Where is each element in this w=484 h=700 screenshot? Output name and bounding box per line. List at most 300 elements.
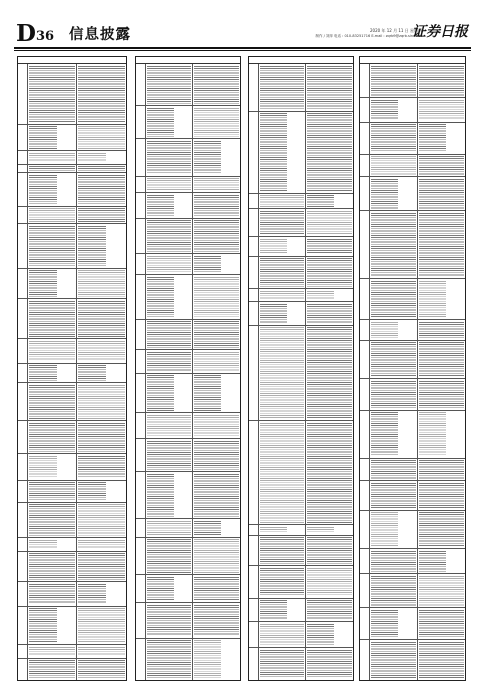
cell-answer — [418, 608, 466, 639]
cell-question — [146, 374, 193, 413]
cell-answer — [193, 106, 240, 138]
row-number — [18, 607, 28, 645]
row-number — [360, 279, 370, 319]
page-number: 36 — [36, 29, 55, 44]
cell-answer — [418, 549, 466, 573]
cell-question — [370, 320, 418, 339]
row-number — [249, 194, 259, 208]
cell-answer — [77, 299, 126, 338]
cell-question — [28, 269, 77, 299]
cell-question — [259, 326, 306, 420]
cell-question — [28, 383, 77, 420]
table-row — [18, 645, 126, 658]
table-row — [249, 326, 353, 421]
cell-answer — [77, 165, 126, 173]
row-number — [18, 503, 28, 537]
row-number — [360, 211, 370, 278]
cell-answer — [306, 194, 353, 208]
row-number — [249, 257, 259, 288]
cell-answer — [418, 459, 466, 481]
row-number — [136, 603, 146, 637]
cell-question — [370, 177, 418, 210]
cell-question — [370, 608, 418, 639]
cell-question — [28, 421, 77, 453]
cell-question — [370, 211, 418, 278]
cell-question — [28, 481, 77, 502]
table-row — [18, 503, 126, 538]
table-row — [136, 538, 240, 576]
cell-answer — [418, 98, 466, 122]
disclosure-column-1 — [17, 56, 127, 681]
cell-question — [28, 552, 77, 582]
row-number — [136, 254, 146, 274]
table-row — [136, 106, 240, 139]
cell-question — [259, 421, 306, 524]
cell-answer — [193, 603, 240, 637]
cell-question — [28, 299, 77, 338]
table-row — [136, 374, 240, 414]
cell-question — [146, 603, 193, 637]
cell-answer — [193, 320, 240, 349]
cell-answer — [193, 64, 240, 105]
table-row — [136, 254, 240, 275]
cell-answer — [77, 538, 126, 550]
cell-question — [259, 64, 306, 111]
cell-answer — [193, 413, 240, 438]
cell-answer — [306, 648, 353, 679]
cell-question — [259, 209, 306, 236]
row-number — [18, 364, 28, 383]
cell-answer — [306, 622, 353, 647]
table-row — [136, 275, 240, 320]
cell-question — [146, 275, 193, 319]
cell-question — [259, 112, 306, 193]
cell-answer — [306, 237, 353, 255]
row-number — [136, 519, 146, 537]
cell-answer — [77, 552, 126, 582]
cell-answer — [418, 481, 466, 509]
cell-answer — [306, 326, 353, 420]
cell-answer — [418, 411, 466, 458]
cell-question — [370, 341, 418, 379]
cell-question — [28, 224, 77, 267]
cell-question — [259, 648, 306, 679]
cell-question — [370, 123, 418, 154]
table-row — [18, 224, 126, 268]
cell-question — [370, 640, 418, 680]
cell-question — [370, 481, 418, 509]
row-number — [18, 645, 28, 657]
row-number — [360, 320, 370, 339]
row-number — [136, 219, 146, 253]
row-number — [18, 339, 28, 362]
table-row — [360, 459, 465, 482]
row-number — [136, 538, 146, 575]
cell-question — [259, 237, 306, 255]
cell-answer — [77, 481, 126, 502]
cell-question — [28, 503, 77, 537]
cell-question — [146, 350, 193, 372]
cell-question — [28, 582, 77, 605]
cell-answer — [306, 289, 353, 301]
row-number — [136, 320, 146, 349]
cell-answer — [77, 364, 126, 383]
cell-answer — [77, 582, 126, 605]
row-number — [136, 106, 146, 138]
cell-answer — [418, 379, 466, 410]
cell-answer — [306, 525, 353, 535]
table-row — [360, 549, 465, 574]
cell-question — [146, 413, 193, 438]
row-number — [18, 224, 28, 267]
table-row — [18, 659, 126, 681]
table-row — [249, 421, 353, 525]
table-row — [360, 411, 465, 459]
table-row — [18, 299, 126, 339]
disclosure-column-2 — [135, 56, 241, 681]
table-row — [249, 536, 353, 566]
table-row — [18, 339, 126, 363]
cell-question — [370, 98, 418, 122]
cell-question — [28, 165, 77, 173]
cell-question — [28, 454, 77, 480]
table-row — [18, 364, 126, 384]
row-number — [360, 341, 370, 379]
cell-answer — [418, 320, 466, 339]
cell-answer — [193, 472, 240, 518]
cell-answer — [193, 639, 240, 680]
table-row — [360, 640, 465, 681]
cell-question — [28, 125, 77, 151]
table-row — [136, 519, 240, 538]
table-row — [136, 350, 240, 373]
cell-answer — [418, 574, 466, 607]
table-row — [136, 472, 240, 519]
row-number — [360, 98, 370, 122]
row-number — [18, 125, 28, 151]
row-number — [136, 575, 146, 602]
row-number — [360, 640, 370, 680]
row-number — [18, 659, 28, 680]
cell-answer — [193, 193, 240, 218]
row-number — [18, 582, 28, 605]
cell-question — [146, 439, 193, 471]
table-row — [360, 123, 465, 155]
table-row — [18, 64, 126, 125]
cell-question — [370, 511, 418, 549]
cell-question — [28, 645, 77, 657]
cell-answer — [77, 645, 126, 657]
table-row — [136, 320, 240, 350]
cell-question — [28, 538, 77, 550]
cell-question — [370, 459, 418, 481]
table-row — [249, 209, 353, 237]
row-number — [360, 411, 370, 458]
cell-question — [28, 364, 77, 383]
table-row — [136, 575, 240, 603]
cell-answer — [77, 64, 126, 124]
disclosure-column-3 — [248, 56, 354, 681]
row-number — [249, 536, 259, 565]
row-number — [136, 139, 146, 176]
row-number — [249, 289, 259, 301]
row-number — [136, 64, 146, 105]
row-number — [18, 269, 28, 299]
cell-answer — [306, 421, 353, 524]
row-number — [360, 608, 370, 639]
row-number — [18, 538, 28, 550]
cell-question — [370, 411, 418, 458]
cell-answer — [418, 341, 466, 379]
masthead-rule-thick — [14, 47, 471, 49]
table-row — [18, 421, 126, 454]
cell-question — [146, 575, 193, 602]
cell-answer — [418, 64, 466, 97]
row-number — [249, 566, 259, 597]
row-number — [18, 454, 28, 480]
cell-question — [146, 64, 193, 105]
row-number — [18, 207, 28, 224]
cell-answer — [77, 383, 126, 420]
table-row — [360, 279, 465, 320]
cell-question — [146, 472, 193, 518]
table-row — [360, 379, 465, 411]
cell-question — [28, 173, 77, 205]
masthead — [14, 21, 470, 47]
cell-answer — [193, 538, 240, 575]
table-row — [249, 112, 353, 194]
row-number — [249, 648, 259, 679]
row-number — [136, 439, 146, 471]
table-row — [360, 320, 465, 340]
row-number — [360, 459, 370, 481]
cell-question — [146, 106, 193, 138]
column-header — [18, 57, 126, 64]
cell-answer — [418, 155, 466, 177]
cell-question — [28, 64, 77, 124]
row-number — [136, 193, 146, 218]
table-row — [249, 289, 353, 302]
table-row — [249, 566, 353, 598]
table-row — [360, 155, 465, 178]
row-number — [249, 622, 259, 647]
row-number — [249, 326, 259, 420]
row-number — [18, 151, 28, 163]
cell-answer — [193, 139, 240, 176]
table-row — [249, 237, 353, 256]
table-row — [249, 599, 353, 623]
cell-answer — [77, 151, 126, 163]
cell-answer — [193, 254, 240, 274]
table-row — [136, 413, 240, 439]
row-number — [360, 123, 370, 154]
cell-answer — [77, 173, 126, 205]
row-number — [360, 64, 370, 97]
row-number — [18, 481, 28, 502]
cell-question — [259, 525, 306, 535]
cell-question — [146, 219, 193, 253]
table-row — [360, 341, 465, 380]
table-row — [360, 64, 465, 98]
cell-answer — [77, 125, 126, 151]
row-number — [18, 173, 28, 205]
row-number — [18, 421, 28, 453]
row-number — [249, 112, 259, 193]
table-row — [136, 439, 240, 472]
table-row — [249, 302, 353, 326]
table-row — [18, 173, 126, 206]
row-number — [136, 413, 146, 438]
cell-answer — [418, 511, 466, 549]
cell-answer — [193, 439, 240, 471]
table-row — [360, 177, 465, 211]
row-number — [18, 383, 28, 420]
table-row — [360, 608, 465, 640]
table-row — [136, 219, 240, 254]
row-number — [360, 574, 370, 607]
cell-answer — [193, 575, 240, 602]
editor-contact: 制作 / 刘萍 电话 : 010-83251716 E-mail : zqrb9@zqrb.sina.net — [315, 34, 422, 38]
table-row — [360, 211, 465, 279]
row-number — [18, 165, 28, 173]
cell-question — [259, 622, 306, 647]
newspaper-logo: 证券日报 — [412, 24, 468, 40]
cell-answer — [77, 421, 126, 453]
cell-question — [259, 599, 306, 622]
cell-answer — [306, 257, 353, 288]
cell-answer — [418, 211, 466, 278]
table-row — [360, 481, 465, 510]
cell-answer — [306, 112, 353, 193]
cell-question — [146, 639, 193, 680]
table-row — [249, 194, 353, 209]
row-number — [249, 421, 259, 524]
cell-question — [259, 289, 306, 301]
row-number — [360, 155, 370, 177]
table-row — [249, 64, 353, 112]
cell-answer — [193, 219, 240, 253]
cell-answer — [306, 566, 353, 597]
cell-answer — [193, 275, 240, 319]
row-number — [136, 350, 146, 372]
row-number — [136, 177, 146, 192]
cell-question — [259, 194, 306, 208]
row-number — [18, 552, 28, 582]
cell-answer — [77, 503, 126, 537]
masthead-rule-thin — [14, 50, 471, 51]
row-number — [249, 237, 259, 255]
cell-question — [146, 538, 193, 575]
cell-question — [370, 379, 418, 410]
cell-question — [259, 536, 306, 565]
publication-date: 2020 年 12 月 11 日 星期四 — [370, 28, 422, 33]
cell-answer — [306, 302, 353, 325]
row-number — [249, 209, 259, 236]
page-section-letter: D — [16, 20, 36, 47]
cell-answer — [77, 207, 126, 224]
row-number — [360, 177, 370, 210]
section-title: 信息披露 — [69, 26, 131, 43]
table-row — [18, 269, 126, 300]
cell-question — [146, 177, 193, 192]
row-number — [249, 599, 259, 622]
cell-answer — [418, 123, 466, 154]
cell-answer — [193, 177, 240, 192]
row-number — [136, 374, 146, 413]
column-header — [360, 57, 465, 64]
cell-question — [28, 607, 77, 645]
table-row — [18, 607, 126, 646]
table-row — [249, 525, 353, 536]
cell-answer — [306, 64, 353, 111]
row-number — [360, 511, 370, 549]
table-row — [136, 603, 240, 638]
table-row — [360, 574, 465, 608]
cell-answer — [418, 177, 466, 210]
table-row — [18, 538, 126, 551]
cell-question — [370, 549, 418, 573]
table-row — [18, 383, 126, 421]
cell-question — [28, 339, 77, 362]
cell-answer — [77, 659, 126, 680]
row-number — [360, 481, 370, 509]
row-number — [136, 275, 146, 319]
cell-answer — [306, 536, 353, 565]
column-header — [136, 57, 240, 64]
cell-answer — [77, 454, 126, 480]
table-row — [18, 165, 126, 174]
row-number — [249, 64, 259, 111]
table-row — [136, 193, 240, 219]
cell-answer — [193, 350, 240, 372]
row-number — [136, 472, 146, 518]
cell-question — [146, 139, 193, 176]
cell-answer — [77, 224, 126, 267]
cell-question — [259, 302, 306, 325]
cell-question — [370, 155, 418, 177]
table-row — [136, 139, 240, 177]
cell-answer — [418, 279, 466, 319]
cell-answer — [77, 269, 126, 299]
row-number — [249, 525, 259, 535]
cell-question — [146, 519, 193, 537]
cell-question — [370, 279, 418, 319]
row-number — [360, 379, 370, 410]
cell-answer — [418, 640, 466, 680]
row-number — [360, 549, 370, 573]
cell-question — [370, 574, 418, 607]
disclosure-column-4 — [359, 56, 466, 681]
table-row — [18, 207, 126, 225]
cell-answer — [193, 374, 240, 413]
cell-answer — [77, 607, 126, 645]
table-row — [18, 151, 126, 164]
table-row — [360, 98, 465, 123]
table-row — [136, 64, 240, 106]
row-number — [18, 64, 28, 124]
cell-answer — [77, 339, 126, 362]
table-row — [360, 511, 465, 550]
cell-question — [146, 193, 193, 218]
cell-answer — [306, 209, 353, 236]
cell-question — [146, 254, 193, 274]
cell-question — [146, 320, 193, 349]
table-row — [18, 552, 126, 583]
row-number — [136, 639, 146, 680]
table-row — [136, 177, 240, 193]
cell-question — [28, 659, 77, 680]
table-row — [18, 481, 126, 503]
